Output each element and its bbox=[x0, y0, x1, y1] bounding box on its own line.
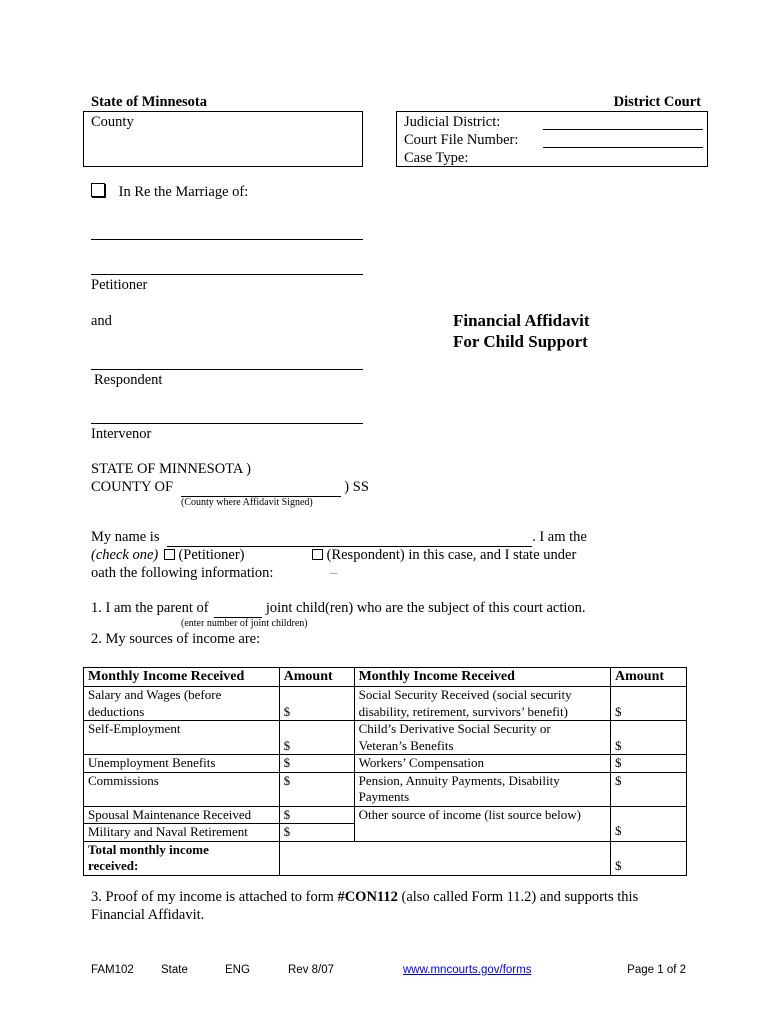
county-note: (County where Affidavit Signed) bbox=[181, 497, 313, 508]
table-header-row bbox=[84, 668, 687, 687]
item-3 bbox=[91, 889, 638, 906]
social-security-amount[interactable]: $ bbox=[611, 687, 687, 721]
my-name-row bbox=[91, 529, 587, 547]
petitioner-option: (Petitioner) bbox=[178, 547, 245, 563]
court-heading: District Court bbox=[613, 94, 701, 110]
in-re-label: In Re the Marriage of: bbox=[118, 184, 249, 200]
respondent-label: Respondent bbox=[94, 372, 163, 388]
total-amount[interactable]: $ bbox=[611, 841, 687, 875]
intervenor-name-line[interactable] bbox=[91, 423, 363, 424]
venue-county-row bbox=[91, 479, 369, 497]
item-1-text-a: 1. I am the parent of bbox=[91, 600, 209, 616]
my-name-field[interactable] bbox=[167, 529, 532, 547]
item-1-note: (enter number of joint children) bbox=[181, 618, 308, 629]
document-title-line1: Financial Affidavit bbox=[453, 311, 590, 330]
court-file-number-field[interactable] bbox=[543, 147, 703, 148]
other-source-amount[interactable]: $ bbox=[611, 806, 687, 841]
item-3-text-a: 3. Proof of my income is attached to form bbox=[91, 889, 334, 905]
spousal-maintenance-amount[interactable]: $ bbox=[279, 806, 354, 824]
self-employment-amount[interactable]: $ bbox=[279, 721, 354, 755]
commissions-amount[interactable]: $ bbox=[279, 772, 354, 806]
case-type-label: Case Type: bbox=[404, 150, 469, 166]
table-row bbox=[84, 755, 687, 773]
military-retirement-amount[interactable]: $ bbox=[279, 824, 354, 842]
table-row bbox=[84, 772, 687, 806]
pension-label-2: Payments bbox=[358, 789, 410, 804]
total-label: Total monthly income bbox=[88, 841, 209, 857]
workers-comp-amount[interactable]: $ bbox=[611, 755, 687, 773]
judicial-district-field[interactable] bbox=[543, 129, 703, 130]
in-re-row bbox=[91, 183, 248, 201]
social-security-label-2: disability, retirement, survivors’ benefit) bbox=[358, 703, 568, 719]
item-3-text-b: (also called Form 11.2) and supports this bbox=[401, 889, 639, 905]
check-one-label: (check one) bbox=[91, 547, 159, 563]
county-box[interactable] bbox=[83, 111, 363, 167]
county-label: County bbox=[91, 114, 134, 130]
joint-children-field[interactable] bbox=[214, 600, 262, 618]
footer-revision: Rev 8/07 bbox=[288, 964, 335, 976]
respondent-option: (Respondent) in this case, and I state under bbox=[326, 547, 577, 563]
i-am-the-label: . I am the bbox=[532, 529, 587, 545]
judicial-district-label: Judicial District: bbox=[404, 114, 501, 130]
state-heading: State of Minnesota bbox=[91, 94, 207, 110]
petitioner-label: Petitioner bbox=[91, 277, 148, 293]
pension-amount[interactable]: $ bbox=[611, 772, 687, 806]
county-of-field[interactable] bbox=[181, 479, 341, 497]
footer-language: ENG bbox=[225, 964, 250, 976]
item-3-form-number: #CON112 bbox=[337, 889, 398, 905]
spousal-maintenance-label: Spousal Maintenance Received bbox=[88, 806, 252, 822]
salary-amount[interactable]: $ bbox=[279, 687, 354, 721]
item-1-text-b: joint child(ren) who are the subject of this court action. bbox=[265, 600, 586, 616]
respondent-option-row bbox=[312, 547, 576, 564]
case-info-box bbox=[396, 111, 708, 167]
table-row bbox=[84, 806, 687, 824]
other-source-label: Other source of income (list source below) bbox=[358, 806, 581, 822]
table-total-row bbox=[84, 841, 687, 875]
income-table bbox=[83, 667, 687, 876]
table-row bbox=[84, 687, 687, 721]
workers-comp-label: Workers’ Compensation bbox=[358, 755, 485, 770]
unemployment-label: Unemployment Benefits bbox=[88, 755, 216, 770]
footer-page-number: Page 1 of 2 bbox=[627, 964, 686, 976]
oath-dash: – bbox=[330, 565, 338, 581]
salary-label-2: deductions bbox=[88, 703, 145, 719]
unemployment-amount[interactable]: $ bbox=[279, 755, 354, 773]
social-security-label: Social Security Received (social security bbox=[358, 687, 572, 702]
footer-state: State bbox=[161, 964, 188, 976]
salary-label: Salary and Wages (before bbox=[88, 687, 222, 702]
header-income-left: Monthly Income Received bbox=[84, 668, 280, 687]
self-employment-label: Self-Employment bbox=[88, 721, 181, 736]
and-label: and bbox=[91, 313, 112, 329]
respondent-checkbox[interactable] bbox=[312, 549, 323, 560]
petitioner-checkbox[interactable] bbox=[164, 549, 175, 560]
pension-label: Pension, Annuity Payments, Disability bbox=[358, 772, 560, 788]
commissions-label: Commissions bbox=[88, 772, 159, 788]
total-label-2: received: bbox=[88, 858, 139, 873]
party-name-line-1[interactable] bbox=[91, 239, 363, 240]
footer-form-id: FAM102 bbox=[91, 964, 134, 976]
footer-forms-link[interactable]: www.mncourts.gov/forms bbox=[403, 964, 532, 976]
county-of-label: COUNTY OF bbox=[91, 479, 174, 495]
intervenor-label: Intervenor bbox=[91, 426, 152, 442]
military-retirement-label: Military and Naval Retirement bbox=[88, 824, 248, 839]
in-re-checkbox[interactable] bbox=[91, 183, 105, 197]
header-amount-right: Amount bbox=[611, 668, 687, 687]
table-row bbox=[84, 721, 687, 755]
respondent-name-line[interactable] bbox=[91, 369, 363, 370]
party-name-line-2[interactable] bbox=[91, 274, 363, 275]
derivative-ss-label-2: Veteran’s Benefits bbox=[358, 737, 454, 753]
oath-line: oath the following information: bbox=[91, 565, 274, 581]
derivative-ss-label: Child’s Derivative Social Security or bbox=[358, 721, 551, 736]
court-file-number-label: Court File Number: bbox=[404, 132, 519, 148]
header-income-right: Monthly Income Received bbox=[354, 668, 610, 687]
check-one-row bbox=[91, 547, 245, 564]
my-name-label: My name is bbox=[91, 529, 160, 545]
venue-state: STATE OF MINNESOTA ) bbox=[91, 461, 252, 477]
ss-label: ) SS bbox=[344, 479, 369, 495]
document-title-line2: For Child Support bbox=[453, 332, 588, 351]
item-1 bbox=[91, 600, 586, 618]
header-amount-left: Amount bbox=[279, 668, 354, 687]
item-3-line-2: Financial Affidavit. bbox=[91, 907, 205, 923]
derivative-ss-amount[interactable]: $ bbox=[611, 721, 687, 755]
item-2: 2. My sources of income are: bbox=[91, 631, 261, 647]
